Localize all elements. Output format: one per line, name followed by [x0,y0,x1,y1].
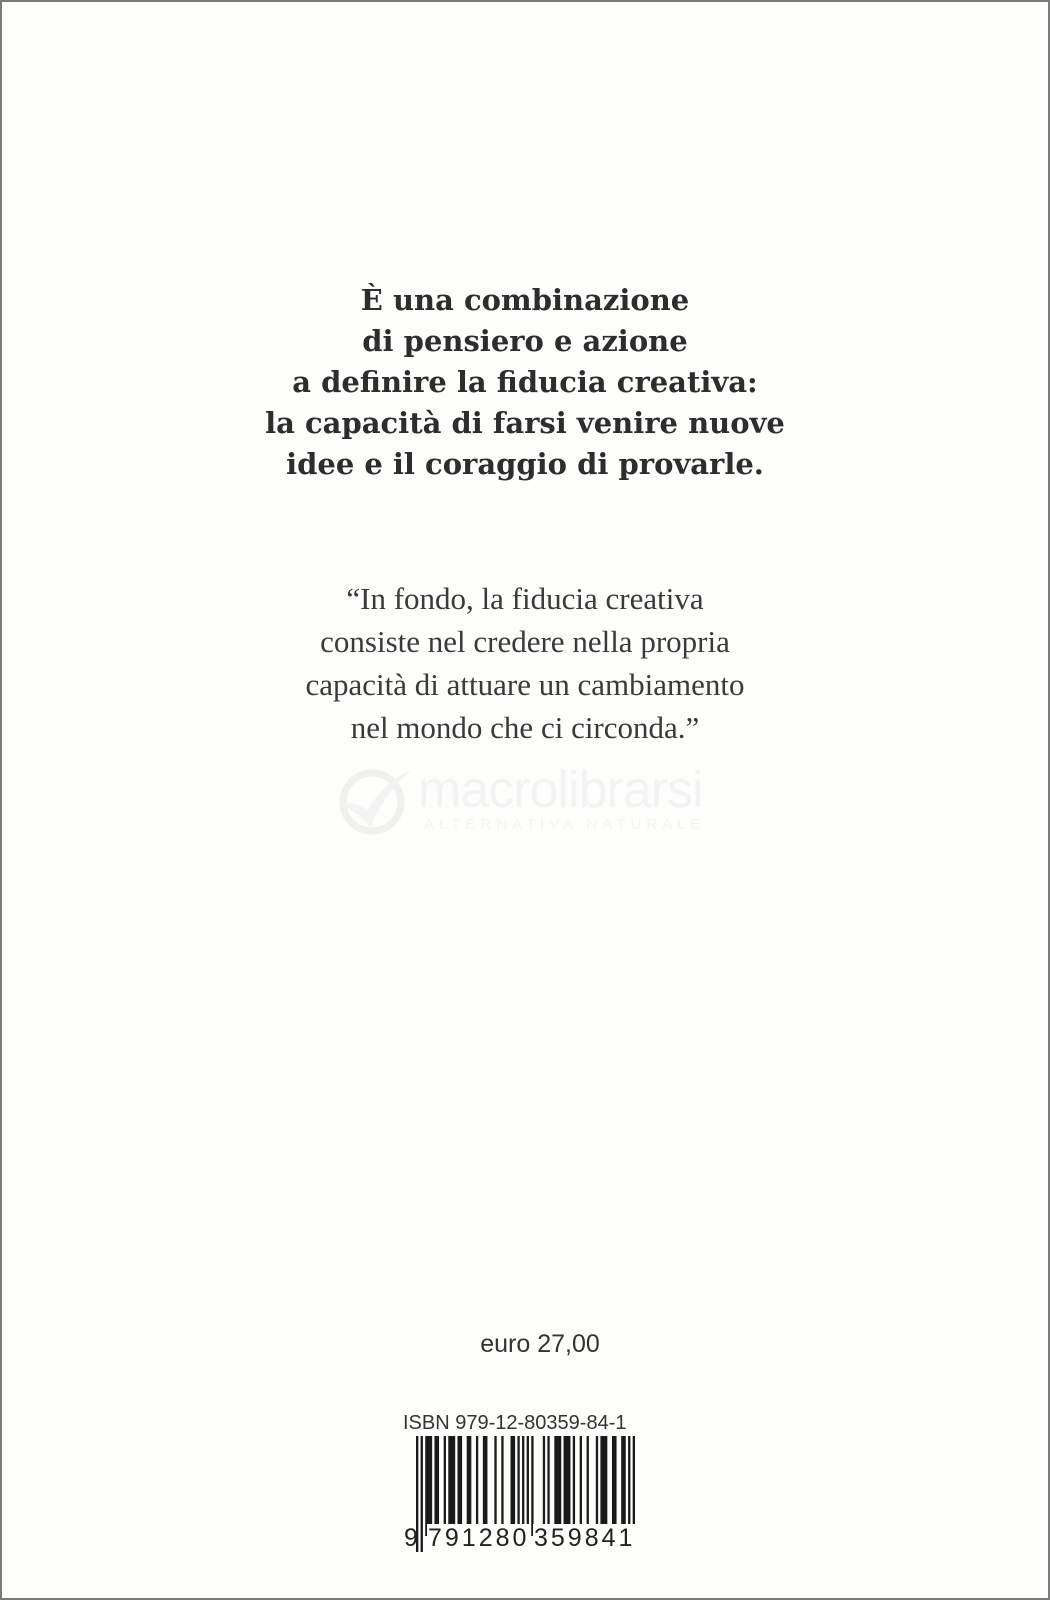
barcode-bar [483,1436,488,1536]
blurb-line: di pensiero e azione [362,324,688,358]
quote-text [2,577,1048,749]
barcode-bar [531,1436,533,1536]
barcode-bar [573,1436,575,1536]
blurb-line: È una combinazione [360,283,690,317]
quote-line: consiste nel credere nella propria [320,624,730,659]
barcode-bar [517,1436,519,1536]
barcode-bar [457,1436,462,1536]
barcode-bar [448,1436,455,1536]
blurb-line: la capacità di farsi venire nuove [265,406,785,440]
barcode-bar [434,1436,439,1536]
barcode-bar [511,1436,516,1536]
barcode-bar [543,1436,545,1536]
barcode-digits [403,1524,639,1554]
barcode-bar [467,1436,472,1536]
barcode-bar [494,1436,496,1536]
watermark-tagline: ALTERNATIVA NATURALE [424,816,706,833]
barcode-digit-first: 9 [404,1524,418,1552]
blurb-line: a definire la fiducia creativa: [292,365,758,399]
barcode-bar [564,1436,571,1536]
barcode-bar [554,1436,561,1536]
watermark-name: macrolibrarsi [418,761,703,819]
quote-line: capacità di attuare un cambiamento [305,667,745,702]
barcode-bar [612,1436,617,1536]
barcode-bar [600,1436,607,1536]
price-label: euro 27,00 [480,1330,600,1358]
blurb-line: idee e il coraggio di provarle. [286,447,764,481]
watermark [332,761,732,836]
quote-line: nel mondo che ci circonda.” [350,710,700,745]
barcode-digits-left: 791280 [428,1524,530,1552]
barcode-bar [596,1436,598,1536]
blurb-text [2,280,1048,485]
isbn-label: ISBN 979-12-80359-84-1 [403,1412,627,1434]
barcode-bar [476,1436,478,1536]
barcode-bar [580,1436,582,1536]
barcode-digits-right: 359841 [534,1524,636,1552]
barcode-bar [444,1436,446,1536]
barcode-bar [425,1436,432,1536]
barcode-bar [621,1436,626,1536]
barcode-bar [587,1436,589,1536]
barcode-bar [547,1436,549,1536]
checkmark-leaf-icon [332,764,414,836]
barcode-bar [501,1436,503,1536]
quote-line: “In fondo, la fiducia creativa [346,581,704,616]
